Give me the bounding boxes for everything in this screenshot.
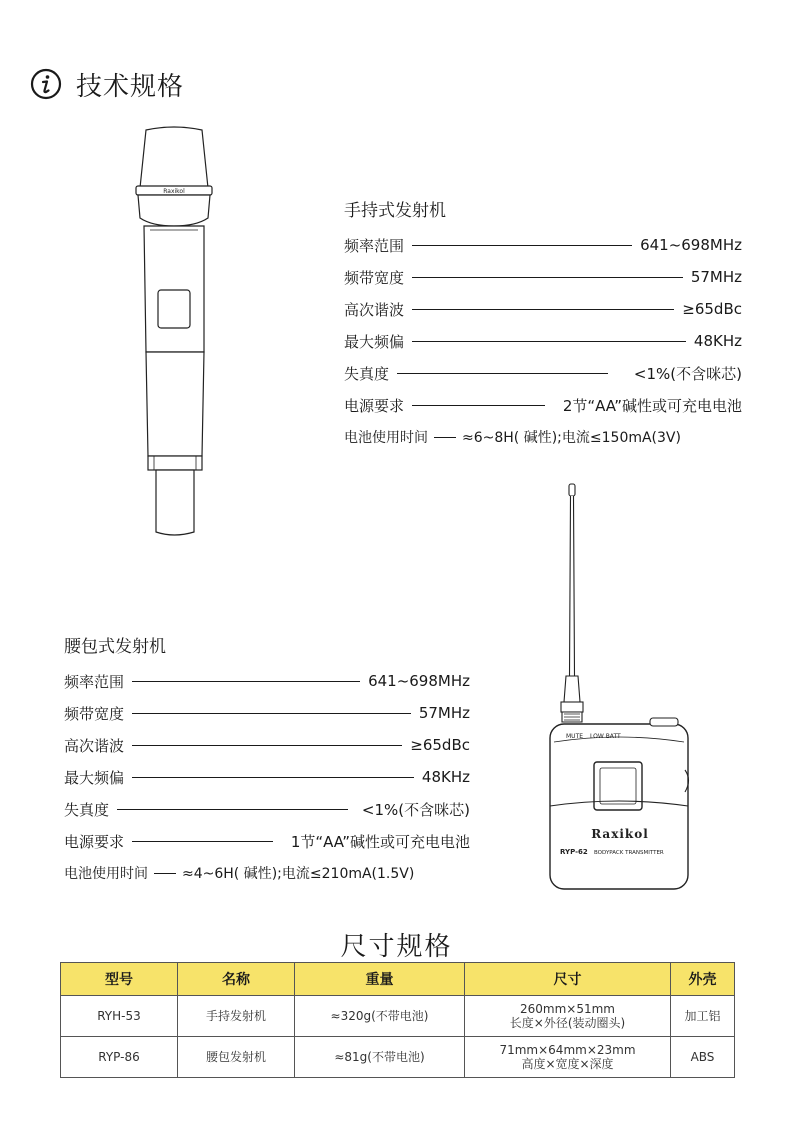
leader-line [132, 777, 414, 778]
leader-line [132, 745, 402, 746]
spec-row-freq-range [64, 665, 470, 697]
size-values: 71mm×64mm×23mm [499, 1043, 636, 1057]
spec-label: 频带宽度 [344, 268, 405, 287]
spec-label: 最大频偏 [64, 768, 125, 787]
spec-row-freq-range [344, 229, 742, 261]
spec-row-bandwidth [64, 697, 470, 729]
leader-line [412, 245, 632, 246]
spec-row-power [344, 389, 742, 421]
spec-value: 1节“AA”碱性或可充电电池 [290, 832, 470, 851]
info-icon [30, 68, 62, 100]
spec-row-power [64, 825, 470, 857]
spec-label: 频率范围 [344, 236, 405, 255]
size-values: 260mm×51mm [520, 1002, 615, 1016]
size-legend: 高度×宽度×深度 [521, 1057, 614, 1071]
bodypack-transmitter-image [540, 480, 700, 896]
spec-row-harmonics [344, 293, 742, 325]
spec-row-distortion [344, 357, 742, 389]
handheld-title: 手持式发射机 [344, 201, 446, 221]
spec-value: <1%(不含咪芯) [361, 800, 470, 819]
spec-label: 失真度 [344, 364, 390, 383]
table-header-row [61, 963, 735, 996]
spec-row-bandwidth [344, 261, 742, 293]
section-heading [30, 64, 184, 104]
spec-label: 失真度 [64, 800, 110, 819]
spec-value: 641~698MHz [640, 236, 742, 254]
cell-model: RYH-53 [61, 996, 178, 1037]
leader-line [434, 437, 456, 438]
leader-line [154, 873, 176, 874]
spec-value: ≈4~6H( 碱性);电流≤210mA(1.5V) [182, 866, 415, 882]
handheld-specs [344, 196, 742, 453]
spec-label: 最大频偏 [344, 332, 405, 351]
cell-model: RYP-86 [61, 1037, 178, 1078]
leader-line [412, 309, 674, 310]
dimensions-table [60, 962, 735, 1078]
cell-shell: 加工铝 [671, 996, 735, 1037]
bodypack-specs [64, 632, 470, 889]
spec-value: 641~698MHz [368, 672, 470, 690]
header-model: 型号 [61, 963, 178, 996]
header-size: 尺寸 [465, 963, 671, 996]
spec-row-harmonics [64, 729, 470, 761]
leader-line [117, 809, 348, 810]
header-name: 名称 [178, 963, 295, 996]
mic-brand-text: Raxikol [163, 188, 185, 195]
bodypack-title: 腰包式发射机 [64, 637, 166, 657]
spec-label: 频率范围 [64, 672, 125, 691]
spec-value: ≥65dBc [682, 300, 742, 318]
header-shell: 外壳 [671, 963, 735, 996]
spec-row-battery-life [64, 857, 470, 889]
device-model-text: RYP-62 [560, 848, 588, 856]
cell-weight: ≈81g(不带电池) [295, 1037, 465, 1078]
table-row [61, 996, 735, 1037]
cell-name: 腰包发射机 [178, 1037, 295, 1078]
low-batt-label: LOW BATT [590, 733, 621, 740]
page-title: 技术规格 [76, 71, 185, 102]
header-weight: 重量 [295, 963, 465, 996]
spec-value: ≥65dBc [410, 736, 470, 754]
spec-label: 电源要求 [64, 832, 125, 851]
spec-label: 频带宽度 [64, 704, 125, 723]
leader-line [132, 841, 273, 842]
cell-size [465, 1037, 671, 1078]
spec-row-max-deviation [344, 325, 742, 357]
spec-row-max-deviation [64, 761, 470, 793]
leader-line [412, 341, 686, 342]
leader-line [412, 405, 545, 406]
cell-size [465, 996, 671, 1037]
spec-label: 电池使用时间 [64, 866, 148, 882]
cell-weight: ≈320g(不带电池) [295, 996, 465, 1037]
device-brand-text: Raxikol [591, 827, 649, 841]
size-legend: 长度×外径(装动圈头) [509, 1016, 626, 1030]
leader-line [132, 713, 411, 714]
spec-value: 48KHz [693, 332, 742, 350]
spec-label: 电池使用时间 [344, 430, 428, 446]
cell-shell: ABS [671, 1037, 735, 1078]
spec-value: 2节“AA”碱性或可充电电池 [562, 396, 742, 415]
spec-value: ≈6~8H( 碱性);电流≤150mA(3V) [462, 430, 681, 446]
spec-label: 电源要求 [344, 396, 405, 415]
spec-row-battery-life [344, 421, 742, 453]
spec-value: 57MHz [690, 268, 742, 286]
leader-line [397, 373, 608, 374]
cell-name: 手持发射机 [178, 996, 295, 1037]
leader-line [132, 681, 360, 682]
device-desc-text: BODYPACK TRANSMITTER [594, 850, 664, 856]
spec-row-distortion [64, 793, 470, 825]
spec-value: 57MHz [418, 704, 470, 722]
dimensions-title: 尺寸规格 [340, 932, 453, 962]
spec-label: 高次谐波 [344, 300, 405, 319]
spec-value: 48KHz [421, 768, 470, 786]
mute-label: MUTE [566, 733, 584, 740]
table-row [61, 1037, 735, 1078]
leader-line [412, 277, 683, 278]
handheld-mic-image [126, 122, 222, 542]
spec-label: 高次谐波 [64, 736, 125, 755]
spec-value: <1%(不含咪芯) [633, 364, 742, 383]
